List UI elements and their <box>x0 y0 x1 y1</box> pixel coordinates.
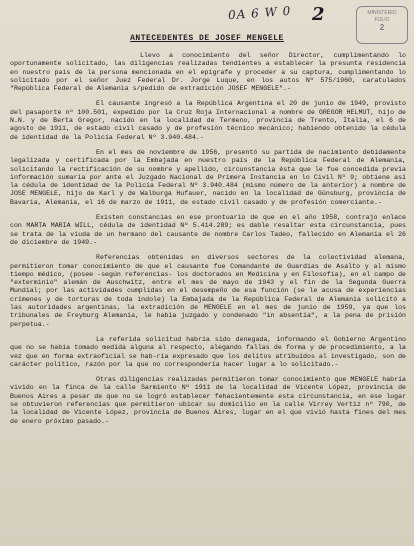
stamp-line-2: FOLIO <box>374 17 390 23</box>
stamp-line-3: 2 <box>379 23 385 32</box>
paragraph-5: Referencias obtenidas en diversos sectores de la colectividad alemana, permitieron tomar conocimiento de que el causante fue Comandante de Guardias de Asalto y al mismo tiempo médico, (posee -según referencias- los doctorados en Medicina y en Filosofía), en el campo de "exterminio" alemán de Auschwitz, entre el mes de mayo de 1943 y el fin de la Segunda Guerra Mundial; por las actividades cumplidas en el desempeño de esa función (se le acusa de experiencias crímenes y de torturas de toda índole) la Embajada de la República Federal de Alemania solicitó a las autoridades argentinas, la extradición de MENGELE en el mes de junio de 1959, ya que los tribunales de Freyburg Alemania, le había juzgado y condenado "in absentia", a la pena de prisión perpetua.- <box>10 254 406 328</box>
document-title: ANTECEDENTES DE JOSEF MENGELE <box>130 34 284 43</box>
page-number: 2 <box>312 4 325 25</box>
paragraph-6: La referida solicitud habría sido denegada, informando el Gobierno Argentino que no se había tomado medida alguna al respecto, alegando fallas de forma y de procedimiento, a la vez que en forma extraoficial se hab-ría expresado que los delitos atribuídos al investigado, son de carácter político, razón por la que no correspondería hacer lugar a lo solicitado.- <box>10 335 406 368</box>
paragraph-1: Llevo a conocimiento del señor Director, cumplimentando lo oportunamente solicitado, las diligencias realizadas tendientes a establecer la presunta residencia en nuestro país de la persona mencionada en el epígrafe y proceder a su captura, cumplimentando lo solicitado por el señor Juez Federal Dr. Jorge Luque, en los autos Nº 575/1960, caratulados "República Federal de Alemania s/pedido de extradición JOSEF MENGELE".- <box>10 52 406 93</box>
paragraph-3: En el mes de noviembre de 1956, presentó su partida de nacimiento debidamente legalizada y certificada por la Embajada en nuestro país de la República Federal de Alemania, solicitando la rectificación de su nombre y apellido, circunstancia ésta que le fue concedida previa información sumaria por ante el Juzgado Nacional de Primera Instancia en lo Civil Nº 9; obtiene así la cédula de identidad de la Policía Federal Nº 3.940.484 (mismo número de la anterior) a nombre de JOSE MENGELE, hijo de Karl y de Walburga Hufauer, nacido en la localidad de Günsburg, provincia de Bavaria, Alemania, el 16 de marzo de 1911, de estado civil casado y de profesión comerciante.- <box>10 148 406 206</box>
document-body <box>10 52 406 433</box>
paragraph-7: Otras diligencias realizadas permitieron tomar conocimiento que MENGELE habría vivido en la finca de la calle Sarmiento Nº 1911 de la localidad de Vicente López, provincia de Buenos Aires a pesar de que no se logró establecer fehacientemente esta circunstancia, en ese lugar se obtuvieron referencias que permitieron ubicar su domicilio en la calle Virrey Vertiz nº 790, de la localidad de Vicente López, provincia de Buenos Aires, lugar en el que vivió hasta fines del mes de enero próximo pasado.- <box>10 376 406 425</box>
handwritten-note: 0A 6 W 0 <box>227 3 292 23</box>
stamp-line-1: MINISTERIO <box>367 10 397 16</box>
paragraph-2: El causante ingresó a la República Argentina el 20 de junio de 1949, provisto del pasaporte nº 100.501, expedido por la Cruz Roja Internacional a nombre de GREGOR HELMUT, hijo de N.N. y de Berta Gregor, nacido en la localidad de Termeno, provincia de Trento, Italia, el 6 de agosto de 1911, de estado civil casado y de profesión técnico mecánico; habiendo obtenido la cédula de identidad de la Policía Federal Nº 3.940.484.- <box>10 100 406 141</box>
paragraph-4: Existen constancias en ese prontuario de que en el año 1958, contrajo enlace con MARTA MARIA WILL, cédula de identidad Nº 5.414.289; es dable resaltar esta circunstancia, pues se trata de la viuda de un hermano del causante de nombre Carlos Tadeo, fallecido en Alemania el 26 de diciembre de 1949.- <box>10 214 406 246</box>
